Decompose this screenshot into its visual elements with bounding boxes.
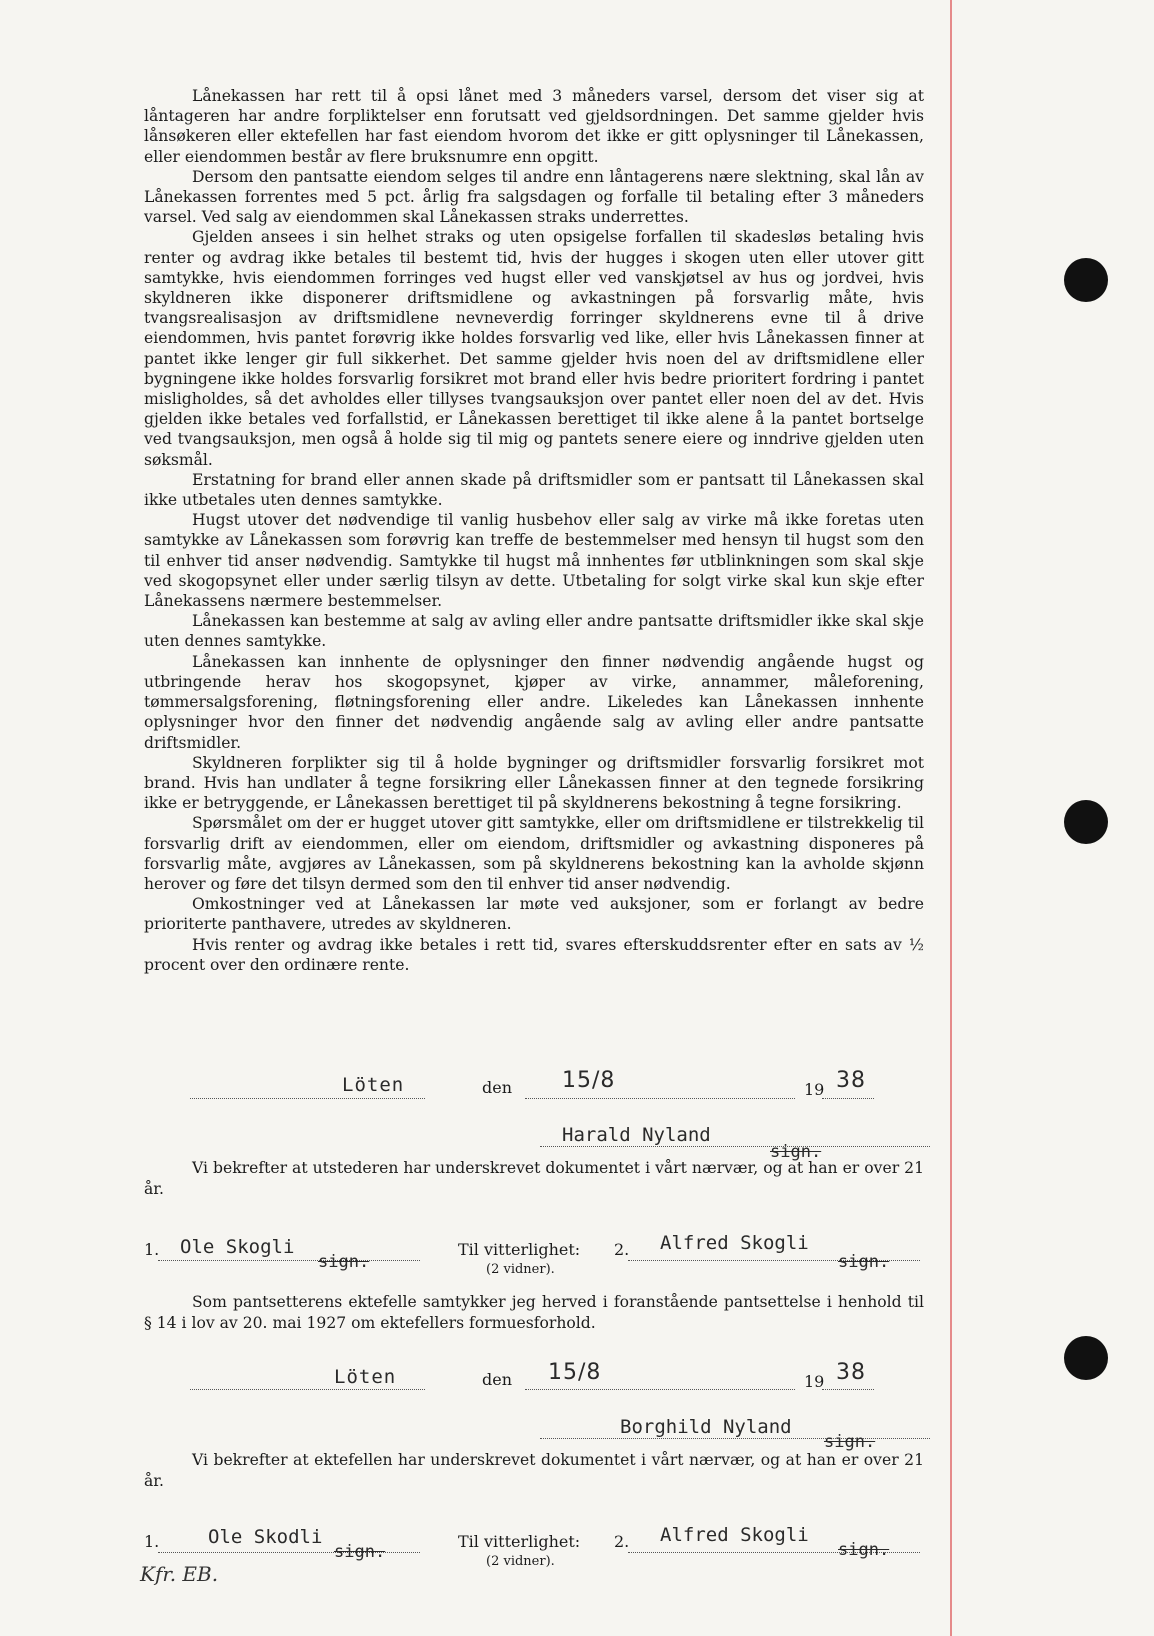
margin-note: Kfr. EB.	[140, 1562, 219, 1586]
sign-mark: sign.	[838, 1540, 890, 1560]
paragraph: Omkostninger ved at Lånekassen lar møte ved auksjoner, som er forlangt av bedre prioriterte panthavere, utredes av skyldneren.	[144, 895, 924, 934]
witness-number: 1.	[144, 1532, 160, 1551]
dotted-line	[190, 1098, 425, 1099]
dotted-line	[525, 1389, 795, 1390]
den-label: den	[482, 1370, 513, 1389]
confirmation-2	[144, 1450, 924, 1492]
year-suffix: 38	[836, 1360, 866, 1385]
year-prefix: 19	[804, 1372, 825, 1391]
witness-number: 1.	[144, 1240, 160, 1259]
witness-name: Alfred Skogli	[660, 1524, 809, 1546]
paragraph: Dersom den pantsatte eiendom selges til andre enn låntagerens nære slektning, skal lån av Lånekassen forrentes med 5 pct. årlig fra salgsdagen og forfalle til betaling efter 3 måneders varsel. Ved salg av eiendommen skal Lånekassen straks underrettes.	[144, 167, 924, 227]
dotted-line	[822, 1098, 874, 1099]
paragraph: Hvis renter og avdrag ikke betales i rett tid, svares efterskuddsrenter efter en sats av ½ procent over den ordinære rente.	[144, 935, 924, 974]
margin-line	[950, 0, 952, 1636]
paragraph: Spørsmålet om der er hugget utover gitt samtykke, eller om driftsmidlene er tilstrekkelig til forsvarlig drift av eiendommen, eller om eiendom, driftsmidler og avkastning disponeres på forsvarlig måte, avgjøres av Lånekassen, som på skyldnerens bekostning kan la avholde skjønn herover og føre det tilsyn dermed som den til enhver tid anser nødvendig.	[144, 814, 924, 893]
sign-mark: sign.	[770, 1142, 822, 1162]
dotted-line	[190, 1389, 425, 1390]
sign-mark: sign.	[334, 1542, 386, 1562]
date: 15/8	[548, 1360, 602, 1385]
signer-name: Borghild Nyland	[620, 1416, 792, 1438]
confirmation-1	[144, 1158, 924, 1200]
witness-number: 2.	[614, 1532, 630, 1551]
witness-name: Alfred Skogli	[660, 1232, 809, 1254]
paragraph: Erstatning for brand eller annen skade på driftsmidler som er pantsatt til Lånekassen skal ikke utbetales uten dennes samtykke.	[144, 470, 924, 510]
sign-mark: sign.	[838, 1252, 890, 1272]
dotted-line	[525, 1098, 795, 1099]
den-label: den	[482, 1078, 513, 1097]
paragraph: Lånekassen har rett til å opsi lånet med 3 måneders varsel, dersom det viser sig at låntageren har andre forpliktelser enn forutsatt ved gjeldsordningen. Det samme gjelder hvis lånsøkeren eller ektefellen har fast eiendom hvorom det ikke er gitt oplysninger til Lånekassen, eller eiendommen består av flere bruksnumre enn opgitt.	[144, 87, 924, 166]
year-prefix: 19	[804, 1080, 825, 1099]
place: Löten	[334, 1366, 397, 1388]
punch-hole-top	[1064, 258, 1108, 302]
witness-label: Til vitterlighet:	[458, 1532, 581, 1551]
punch-hole-bottom	[1064, 1336, 1108, 1380]
signer-name: Harald Nyland	[562, 1124, 711, 1146]
dotted-line	[822, 1389, 874, 1390]
dotted-line	[158, 1260, 420, 1261]
paragraph: Gjelden ansees i sin helhet straks og uten opsigelse forfallen til skadesløs betaling hvis renter og avdrag ikke betales til bestemt tid, hvis der hugges i skogen uten eller utover gitt samtykke, hvis eiendommen forringes ved hugst eller ved vanskjøtsel av hus og jordvei, hvis skyldneren ikke disponerer driftsmidlene og avkastningen på forsvarlig måte, hvis tvangsrealisasjon av driftsmidlene nevneverdig forringer skyldnerens evne til å drive eiendommen, hvis pantet forøvrig ikke holdes forsvarlig ved like, eller hvis Lånekassen finner at pantet ikke lenger gir full sikkerhet. Det samme gjelder hvis noen del av driftsmidlene eller bygningene ikke holdes forsvarlig forsikret mot brand eller hvis bedre prioritert fordring i pantet misligholdes, så det avholdes eller tillyses tvangsauksjon over pantet eller noen del av det. Hvis gjelden ikke betales ved forfallstid, er Lånekassen berettiget til ikke alene å la pantet bortselge ved tvangsauksjon, men også å holde sig til mig og pantets senere eiere og inndrive gjelden uten søksmål.	[144, 228, 924, 469]
sign-mark: sign.	[318, 1252, 370, 1272]
consent-text: Som pantsetterens ektefelle samtykker jeg herved i foranstående pantsettelse i henhold til § 14 i lov av 20. mai 1927 om ektefellers formuesforhold.	[144, 1293, 924, 1332]
witness-label: Til vitterlighet:	[458, 1240, 581, 1259]
sign-mark: sign.	[824, 1432, 876, 1452]
confirmation-text: Vi bekrefter at utstederen har underskrevet dokumentet i vårt nærvær, og at han er over 21 år.	[144, 1159, 924, 1198]
confirmation-text: Vi bekrefter at ektefellen har underskrevet dokumentet i vårt nærvær, og at han er over 21 år.	[144, 1451, 924, 1490]
date: 15/8	[562, 1068, 616, 1093]
witness-note: (2 vidner).	[486, 1262, 555, 1277]
spouse-consent	[144, 1292, 924, 1334]
punch-hole-middle	[1064, 800, 1108, 844]
paragraph: Lånekassen kan innhente de oplysninger den finner nødvendig angående hugst og utbringende herav hos skogopsynet, kjøper av virke, annammer, måleforening, tømmersalgsforening, fløtningsforening eller andre. Likeledes kan Lånekassen innhente oplysninger hvor den finner det nødvendig angående salg av avling eller andre pantsatte driftsmidler.	[144, 652, 924, 752]
witness-name: Ole Skogli	[180, 1236, 295, 1258]
paragraph: Lånekassen kan bestemme at salg av avling eller andre pantsatte driftsmidler ikke skal skje uten dennes samtykke.	[144, 612, 924, 651]
dotted-line	[540, 1146, 930, 1147]
place: Löten	[342, 1074, 405, 1096]
year-suffix: 38	[836, 1068, 866, 1093]
paragraph: Hugst utover det nødvendige til vanlig husbehov eller salg av virke må ikke foretas uten samtykke av Lånekassen som forøvrig kan treffe de bestemmelser med hensyn til hugst som den til enhver tid anser nødvendig. Samtykke til hugst må innhentes før utblinkningen som skal skje ved skogopsynet eller under særlig tilsyn av dette. Utbetaling for solgt virke skal kun skje efter Lånekassens nærmere bestemmelser.	[144, 511, 924, 611]
paragraph: Skyldneren forplikter sig til å holde bygninger og driftsmidler forsvarlig forsikret mot brand. Hvis han undlater å tegne forsikring eller Lånekassen finner at den tegnede forsikring ikke er betryggende, er Lånekassen berettiget til på skyldnerens bekostning å tegne forsikring.	[144, 753, 924, 813]
witness-number: 2.	[614, 1240, 630, 1259]
witness-name: Ole Skodli	[208, 1526, 323, 1548]
loan-terms-body	[144, 86, 924, 975]
witness-note: (2 vidner).	[486, 1554, 555, 1569]
